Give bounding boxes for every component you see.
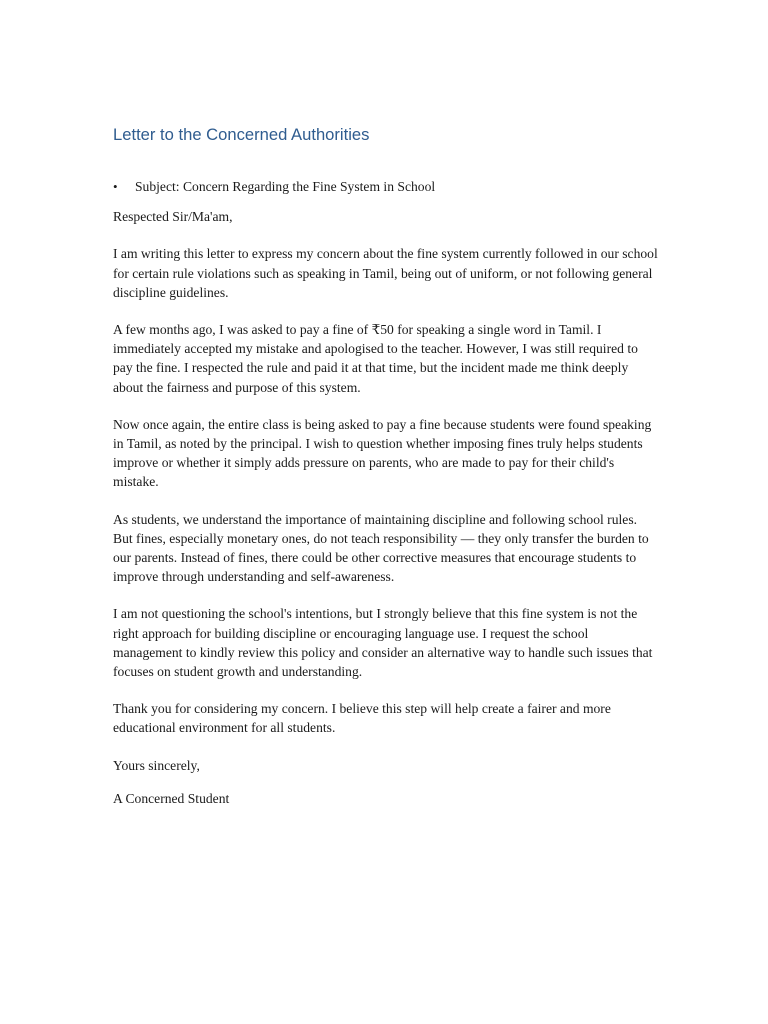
paragraph-2: A few months ago, I was asked to pay a fine of ₹50 for speaking a single word in Tamil. I immediately accepted my mistake and apologised to the teacher. However, I was still required to pay the fine. I respected the rule and paid it at that time, but the incident made me think deeply about the fairness and purpose of this system.	[113, 322, 638, 395]
paragraph-6: Thank you for considering my concern. I believe this step will help create a fairer and more educational environment for all students.	[113, 701, 611, 736]
letter-title: Letter to the Concerned Authorities	[113, 125, 370, 144]
letter-body	[113, 124, 658, 808]
salutation: Respected Sir/Ma'am,	[113, 209, 233, 225]
closing: Yours sincerely,	[113, 757, 200, 773]
subject-line	[113, 177, 658, 196]
paragraph-4: As students, we understand the importance of maintaining discipline and following school rules. But fines, especially monetary ones, do not teach responsibility — they only transfer the burden to our parents. Instead of fines, there could be other corrective measures that encourage students to improve through understanding and self-awareness.	[113, 511, 649, 585]
signature: A Concerned Student	[113, 790, 230, 806]
paragraph-5: I am not questioning the school's intentions, but I strongly believe that this fine system is not the right approach for building discipline or encouraging language use. I request the school management to kindly review this policy and consider an alternative way to handle such issues that focuses on student growth and understanding.	[113, 606, 653, 680]
paragraph-3: Now once again, the entire class is being asked to pay a fine because students were found speaking in Tamil, as noted by the principal. I wish to question whether imposing fines truly helps students improve or whether it simply adds pressure on parents, who are made to pay for their child's mistake.	[113, 416, 652, 490]
paragraph-1: I am writing this letter to express my concern about the fine system currently followed in our school for certain rule violations such as speaking in Tamil, being out of uniform, or not following general discipline guidelines.	[113, 246, 658, 300]
subject-text: Subject: Concern Regarding the Fine System in School	[135, 179, 436, 194]
bullet-icon: •	[113, 179, 118, 194]
